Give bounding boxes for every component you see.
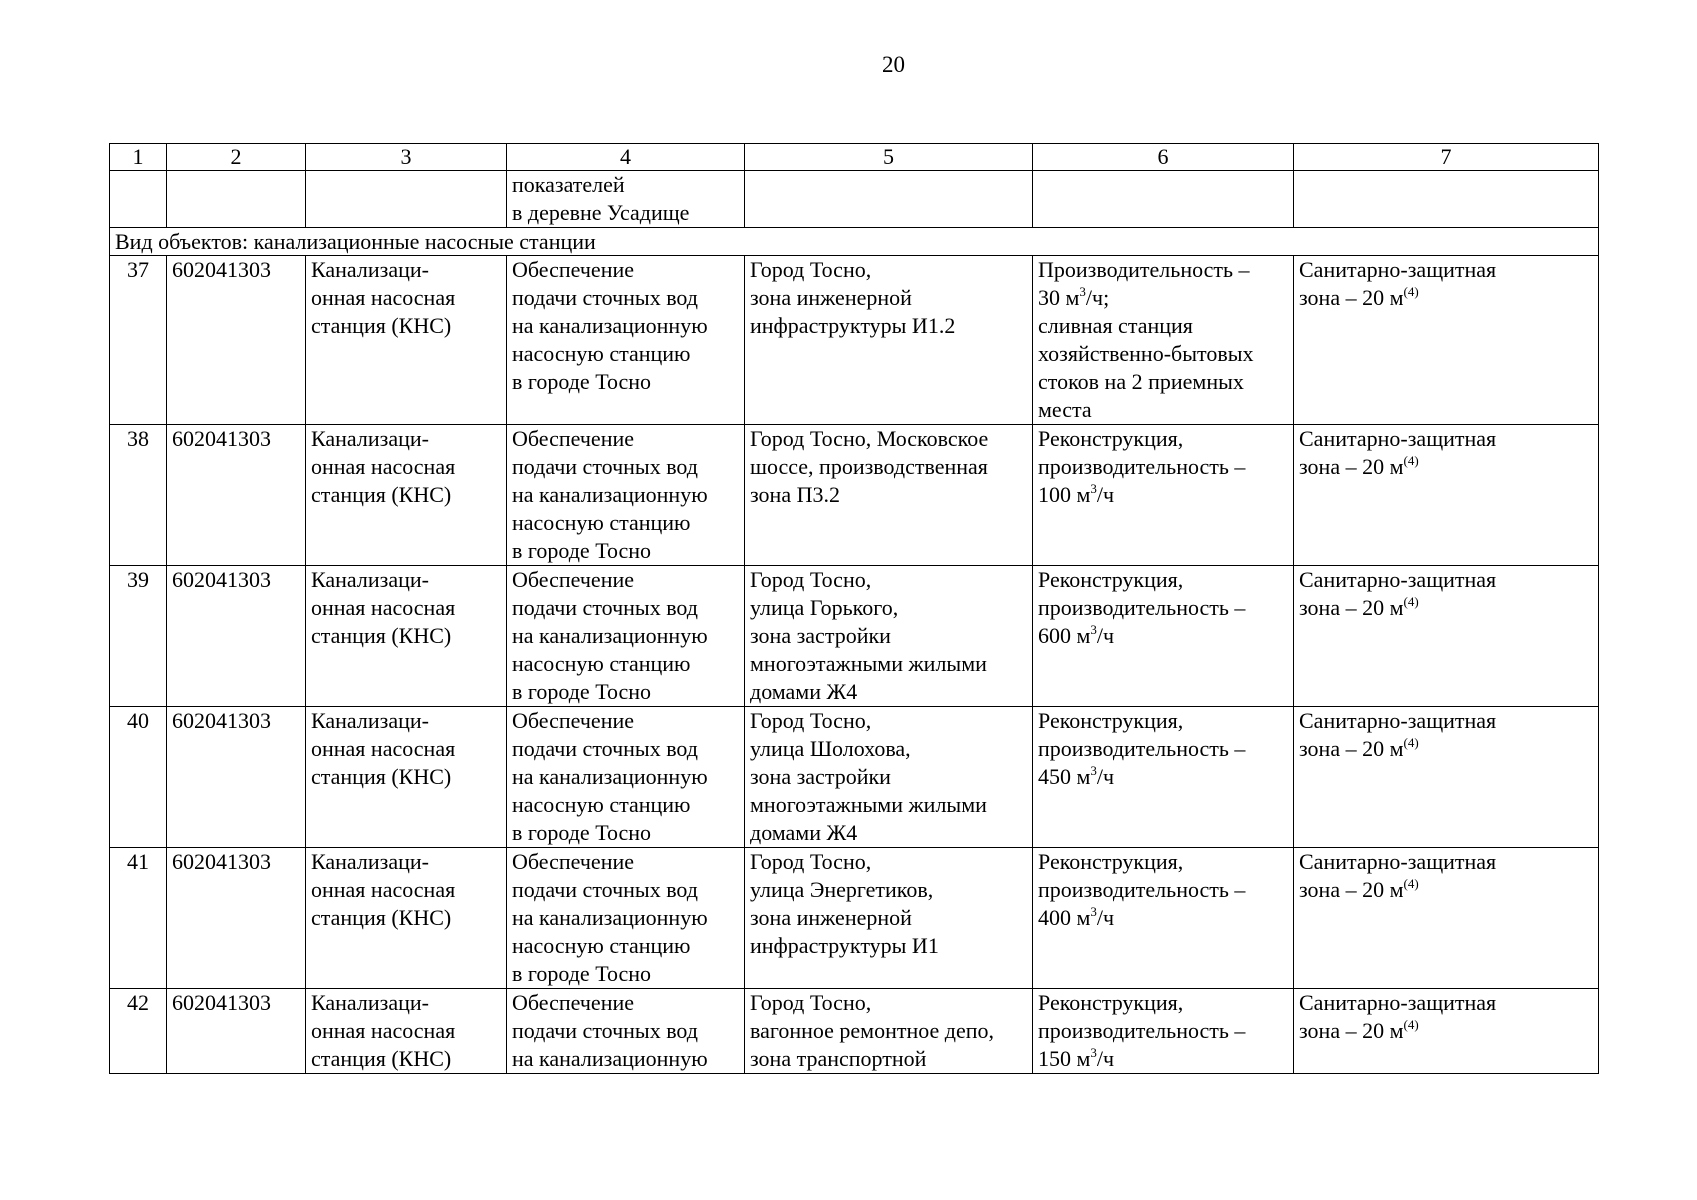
row-sanitary-zone bbox=[1294, 425, 1599, 566]
capacity-text: Реконструкция, производительность – 600 м bbox=[1038, 567, 1246, 648]
row-code: 602041303 bbox=[167, 425, 306, 566]
capacity-unit-suffix: /ч bbox=[1096, 764, 1115, 789]
continuation-cell-4: показателей в деревне Усадище bbox=[507, 171, 745, 228]
row-object-name: Канализаци- онная насосная станция (КНС) bbox=[306, 256, 507, 425]
row-sanitary-zone bbox=[1294, 707, 1599, 848]
row-number: 41 bbox=[110, 848, 167, 989]
continuation-cell-2 bbox=[167, 171, 306, 228]
capacity-unit-suffix: /ч bbox=[1096, 905, 1115, 930]
row-capacity bbox=[1033, 848, 1294, 989]
row-number: 42 bbox=[110, 989, 167, 1074]
column-header-4: 4 bbox=[507, 144, 745, 171]
row-sanitary-zone bbox=[1294, 989, 1599, 1074]
row-location: Город Тосно, Московское шоссе, производственная зона П3.2 bbox=[745, 425, 1033, 566]
row-code: 602041303 bbox=[167, 989, 306, 1074]
capacity-text: Реконструкция, производительность – 150 м bbox=[1038, 990, 1246, 1071]
row-number: 40 bbox=[110, 707, 167, 848]
capacity-unit-exponent: 3 bbox=[1090, 763, 1097, 778]
column-header-3: 3 bbox=[306, 144, 507, 171]
capacity-unit-exponent: 3 bbox=[1090, 481, 1097, 496]
continuation-row bbox=[110, 171, 1599, 228]
continuation-cell-6 bbox=[1033, 171, 1294, 228]
row-location: Город Тосно, улица Шолохова, зона застройки многоэтажными жилыми домами Ж4 bbox=[745, 707, 1033, 848]
row-code: 602041303 bbox=[167, 707, 306, 848]
row-capacity bbox=[1033, 256, 1294, 425]
row-purpose: Обеспечение подачи сточных вод на канализационную насосную станцию в городе Тосно bbox=[507, 707, 745, 848]
continuation-cell-1 bbox=[110, 171, 167, 228]
row-number: 39 bbox=[110, 566, 167, 707]
continuation-cell-3 bbox=[306, 171, 507, 228]
row-sanitary-zone bbox=[1294, 848, 1599, 989]
row-location: Город Тосно, вагонное ремонтное депо, зона транспортной bbox=[745, 989, 1033, 1074]
page-number: 20 bbox=[882, 52, 905, 77]
capacity-unit-exponent: 3 bbox=[1090, 904, 1097, 919]
row-capacity bbox=[1033, 425, 1294, 566]
row-capacity bbox=[1033, 989, 1294, 1074]
column-header-7: 7 bbox=[1294, 144, 1599, 171]
capacity-unit-suffix: /ч bbox=[1096, 1046, 1115, 1071]
footnote-reference: (4) bbox=[1403, 1017, 1419, 1032]
table-row bbox=[110, 848, 1599, 989]
row-object-name: Канализаци- онная насосная станция (КНС) bbox=[306, 848, 507, 989]
group-title: Вид объектов: канализационные насосные станции bbox=[110, 228, 1599, 256]
capacity-text: Реконструкция, производительность – 400 м bbox=[1038, 849, 1246, 930]
footnote-reference: (4) bbox=[1403, 453, 1419, 468]
continuation-cell-5 bbox=[745, 171, 1033, 228]
table-row bbox=[110, 989, 1599, 1074]
footnote-reference: (4) bbox=[1403, 594, 1419, 609]
column-header-5: 5 bbox=[745, 144, 1033, 171]
objects-table bbox=[109, 143, 1599, 1074]
zone-text: Санитарно-защитная зона – 20 м bbox=[1299, 257, 1497, 310]
capacity-unit-suffix: /ч bbox=[1096, 482, 1115, 507]
footnote-reference: (4) bbox=[1403, 284, 1419, 299]
row-sanitary-zone bbox=[1294, 256, 1599, 425]
row-sanitary-zone bbox=[1294, 566, 1599, 707]
capacity-unit-suffix: /ч bbox=[1096, 623, 1115, 648]
zone-text: Санитарно-защитная зона – 20 м bbox=[1299, 426, 1497, 479]
row-location: Город Тосно, улица Энергетиков, зона инженерной инфраструктуры И1 bbox=[745, 848, 1033, 989]
table-row bbox=[110, 707, 1599, 848]
capacity-unit-exponent: 3 bbox=[1090, 622, 1097, 637]
row-number: 38 bbox=[110, 425, 167, 566]
row-object-name: Канализаци- онная насосная станция (КНС) bbox=[306, 989, 507, 1074]
table-row bbox=[110, 256, 1599, 425]
capacity-unit-exponent: 3 bbox=[1090, 1045, 1097, 1060]
zone-text: Санитарно-защитная зона – 20 м bbox=[1299, 708, 1497, 761]
row-capacity bbox=[1033, 707, 1294, 848]
row-code: 602041303 bbox=[167, 256, 306, 425]
zone-text: Санитарно-защитная зона – 20 м bbox=[1299, 849, 1497, 902]
row-object-name: Канализаци- онная насосная станция (КНС) bbox=[306, 707, 507, 848]
row-purpose: Обеспечение подачи сточных вод на канализационную bbox=[507, 989, 745, 1074]
row-number: 37 bbox=[110, 256, 167, 425]
column-number-row bbox=[110, 144, 1599, 171]
row-purpose: Обеспечение подачи сточных вод на канализационную насосную станцию в городе Тосно bbox=[507, 566, 745, 707]
zone-text: Санитарно-защитная зона – 20 м bbox=[1299, 567, 1497, 620]
row-code: 602041303 bbox=[167, 848, 306, 989]
continuation-cell-7 bbox=[1294, 171, 1599, 228]
zone-text: Санитарно-защитная зона – 20 м bbox=[1299, 990, 1497, 1043]
row-code: 602041303 bbox=[167, 566, 306, 707]
row-capacity bbox=[1033, 566, 1294, 707]
capacity-unit-exponent: 3 bbox=[1079, 284, 1086, 299]
table-row bbox=[110, 566, 1599, 707]
column-header-6: 6 bbox=[1033, 144, 1294, 171]
table-row bbox=[110, 425, 1599, 566]
footnote-reference: (4) bbox=[1403, 735, 1419, 750]
capacity-text: Реконструкция, производительность – 100 м bbox=[1038, 426, 1246, 507]
row-location: Город Тосно, зона инженерной инфраструктуры И1.2 bbox=[745, 256, 1033, 425]
row-object-name: Канализаци- онная насосная станция (КНС) bbox=[306, 566, 507, 707]
row-object-name: Канализаци- онная насосная станция (КНС) bbox=[306, 425, 507, 566]
row-purpose: Обеспечение подачи сточных вод на канализационную насосную станцию в городе Тосно bbox=[507, 256, 745, 425]
capacity-unit-suffix: /ч; сливная станция хозяйственно-бытовых стоков на 2 приемных места bbox=[1038, 285, 1254, 422]
column-header-2: 2 bbox=[167, 144, 306, 171]
capacity-text: Производительность – 30 м bbox=[1038, 257, 1250, 310]
footnote-reference: (4) bbox=[1403, 876, 1419, 891]
group-heading-row bbox=[110, 228, 1599, 256]
row-location: Город Тосно, улица Горького, зона застройки многоэтажными жилыми домами Ж4 bbox=[745, 566, 1033, 707]
row-purpose: Обеспечение подачи сточных вод на канализационную насосную станцию в городе Тосно bbox=[507, 425, 745, 566]
column-header-1: 1 bbox=[110, 144, 167, 171]
row-purpose: Обеспечение подачи сточных вод на канализационную насосную станцию в городе Тосно bbox=[507, 848, 745, 989]
capacity-text: Реконструкция, производительность – 450 м bbox=[1038, 708, 1246, 789]
